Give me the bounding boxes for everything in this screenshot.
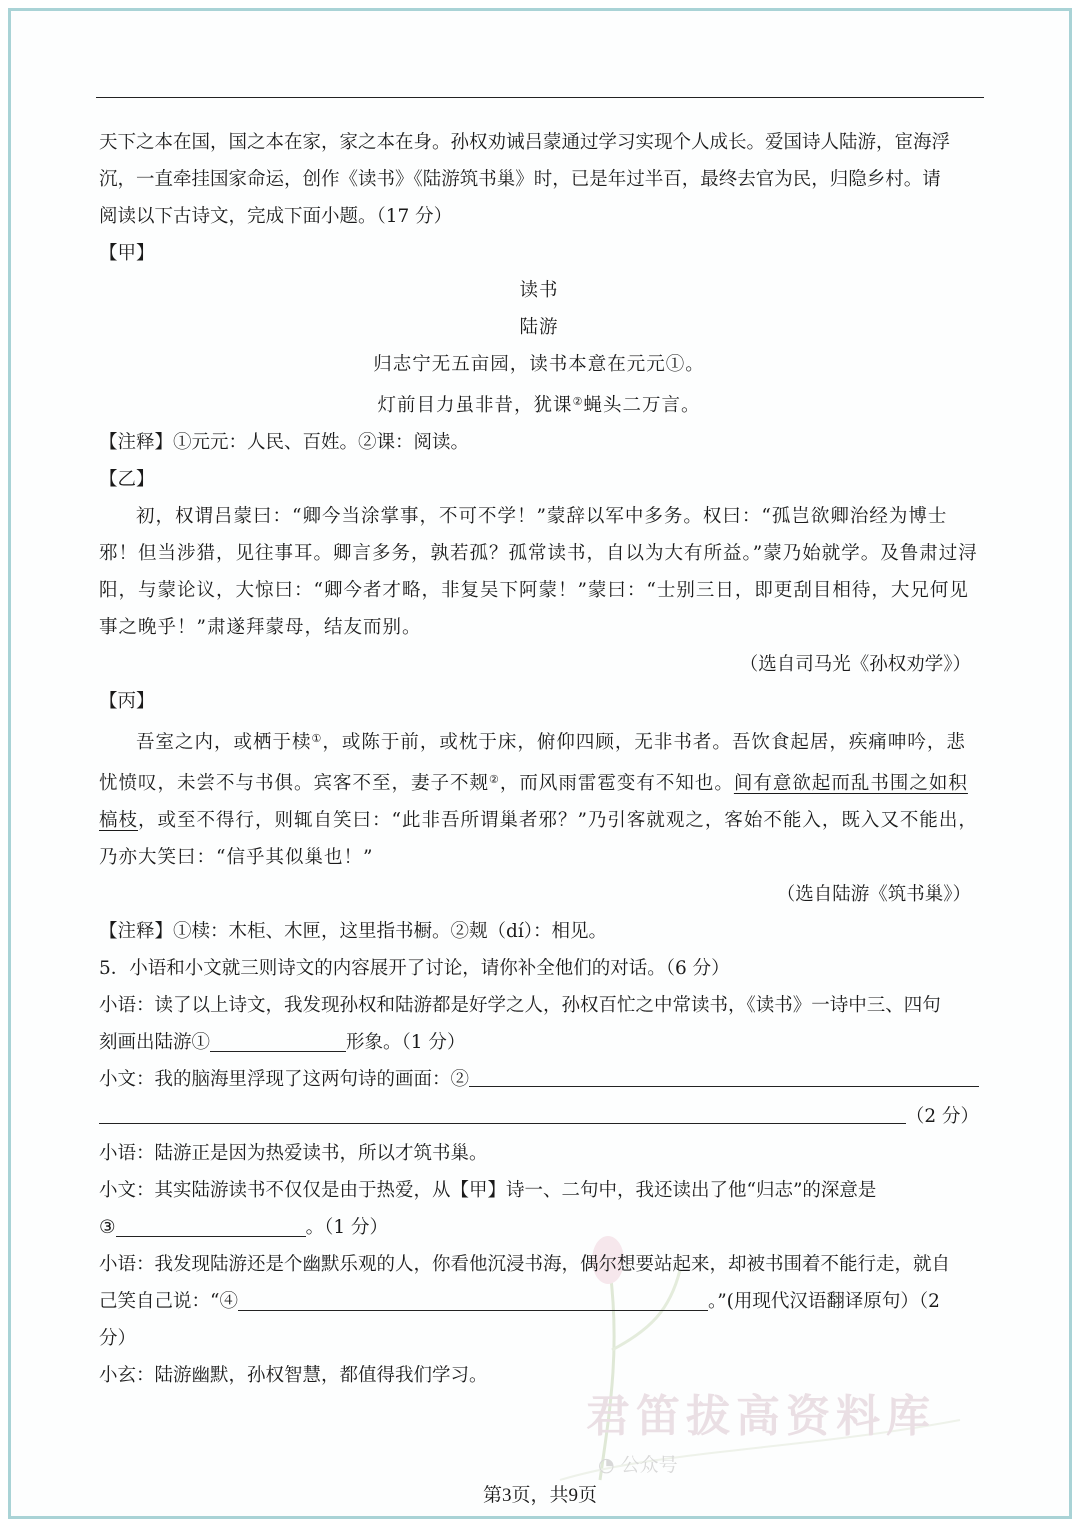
d2-text: 小文：我的脑海里浮现了这两句诗的画面：② (99, 1069, 470, 1090)
jia-note: 【注释】①元元：人民、百姓。②课：阅读。 (99, 432, 470, 453)
section-label-yi: 【乙】 (99, 469, 155, 490)
dialogue-6: 小玄：陆游幽默，孙权智慧，都值得我们学习。 (99, 1365, 488, 1386)
bing-part-d: ，或至不得行，则辄自笑曰：“此非吾所谓巢者邪？”乃引客就观之，客始不能入，既入又不能出，乃亦大笑曰：“信乎其似巢也！” (99, 810, 978, 868)
poem-verse-1: 归志宁无五亩园，读书本意在元元①。 (373, 354, 705, 375)
section-label-jia: 【甲】 (99, 243, 155, 264)
answer-blank-2b[interactable] (99, 1101, 906, 1124)
intro-line-1: 天下之本在国，国之本在家，家之本在身。孙权劝诫吕蒙通过学习实现个人成长。爱国诗人陆游，宦海浮 (99, 132, 951, 153)
d1b-part-b: 形象。（1 分） (346, 1032, 466, 1053)
bing-note-mark-1: ① (311, 732, 323, 745)
poem-author: 陆游 (519, 317, 559, 338)
d2-score: （2 分） (905, 1106, 979, 1127)
verse2-note-mark: ② (572, 395, 584, 408)
verse2-part-a: 灯前目力虽非昔，犹课 (377, 395, 573, 416)
dialogue-1b (99, 1024, 979, 1061)
page-number: 第3页，共9页 (482, 1485, 597, 1506)
d4b-part-a: ③ (99, 1217, 116, 1238)
yi-passage: 初，权谓吕蒙曰：“卿今当涂掌事，不可不学！”蒙辞以军中多务。权曰：“孤岂欲卿治经为博士邪！但当涉猎，见往事耳。卿言多务，孰若孤？孤常读书，自以为大有所益。”蒙乃始就学。及鲁肃过浔阳，与蒙论议，大惊曰：“卿今者才略，非复吴下阿蒙！”蒙曰：“士别三日，即更刮目相待，大兄何见事之晚乎！”肃遂拜蒙母，结友而别。 (99, 506, 978, 638)
dialogue-1: 小语：读了以上诗文，我发现孙权和陆游都是好学之人，孙权百忙之中常读书，《读书》一诗中三、四句 (99, 995, 941, 1016)
dialogue-5: 小语：我发现陆游还是个幽默乐观的人，你看他沉浸书海，偶尔想要站起来，却被书围着不能行走，就自 (99, 1254, 951, 1275)
bing-source: （选自陆游《筑书巢》） (776, 884, 971, 905)
answer-blank-2a[interactable] (469, 1064, 979, 1087)
d4b-part-b: 。（1 分） (305, 1217, 388, 1238)
watermark-brand: 君笛拔高资料库 (586, 1391, 936, 1442)
d1b-part-a: 刻画出陆游① (99, 1032, 211, 1053)
dialogue-4b (99, 1209, 979, 1246)
dialogue-2 (99, 1061, 979, 1098)
yi-source: （选自司马光《孙权劝学》） (739, 654, 971, 675)
answer-blank-1[interactable] (210, 1029, 346, 1052)
exam-page (99, 124, 979, 1394)
bing-note-mark-2: ② (489, 773, 500, 786)
intro-line-3: 阅读以下古诗文，完成下面小题。（17 分） (99, 206, 453, 227)
bing-part-a: 吾室之内，或栖于椟 (136, 732, 312, 753)
answer-blank-4[interactable] (238, 1288, 708, 1311)
dialogue-5b (99, 1283, 979, 1320)
bing-underlined-sentence: 间有意欲起而乱书围之如积槁枝 (99, 773, 968, 831)
dialogue-3: 小语：陆游正是因为热爱读书，所以才筑书巢。 (99, 1143, 488, 1164)
answer-blank-3[interactable] (116, 1214, 306, 1237)
watermark-sub: ◔ 公众号 (598, 1454, 678, 1476)
dialogue-4: 小文：其实陆游读书不仅仅是由于热爱，从【甲】诗一、二句中，我还读出了他“归志”的深意是 (99, 1180, 877, 1201)
poem-title: 读书 (519, 280, 559, 301)
header-rule (96, 97, 984, 98)
d5b-part-b: 。”(用现代汉语翻译原句）（2 (707, 1291, 940, 1312)
bing-note: 【注释】①椟：木柜、木匣，这里指书橱。②觌（dí）：相见。 (99, 921, 608, 942)
question-stem: 5．小语和小文就三则诗文的内容展开了讨论，请你补全他们的对话。（6 分） (99, 958, 730, 979)
d5b-part-a: 己笑自己说：“④ (99, 1291, 238, 1312)
section-label-bing: 【丙】 (99, 691, 155, 712)
verse2-part-b: 蝇头二万言。 (583, 395, 701, 416)
poem-verse-2 (99, 383, 979, 424)
bing-part-b: ，或陈于前，或枕于床，俯仰四顾，无非书者。吾饮食起居，疾痛呻吟，悲忧愤叹，未尝不与书俱。宾客不至，妻子不觌 (99, 732, 966, 794)
watermark-sub-text: 公众号 (620, 1454, 678, 1476)
intro-line-2: 沉，一直牵挂国家命运，创作《读书》《陆游筑书巢》时，已是年过半百，最终去官为民，归隐乡村。请 (99, 169, 941, 190)
dialogue-5c: 分） (99, 1328, 137, 1349)
bing-part-c: ，而风雨雷雹变有不知也。 (499, 773, 734, 794)
bing-passage (99, 720, 979, 876)
dialogue-2b (99, 1098, 979, 1135)
